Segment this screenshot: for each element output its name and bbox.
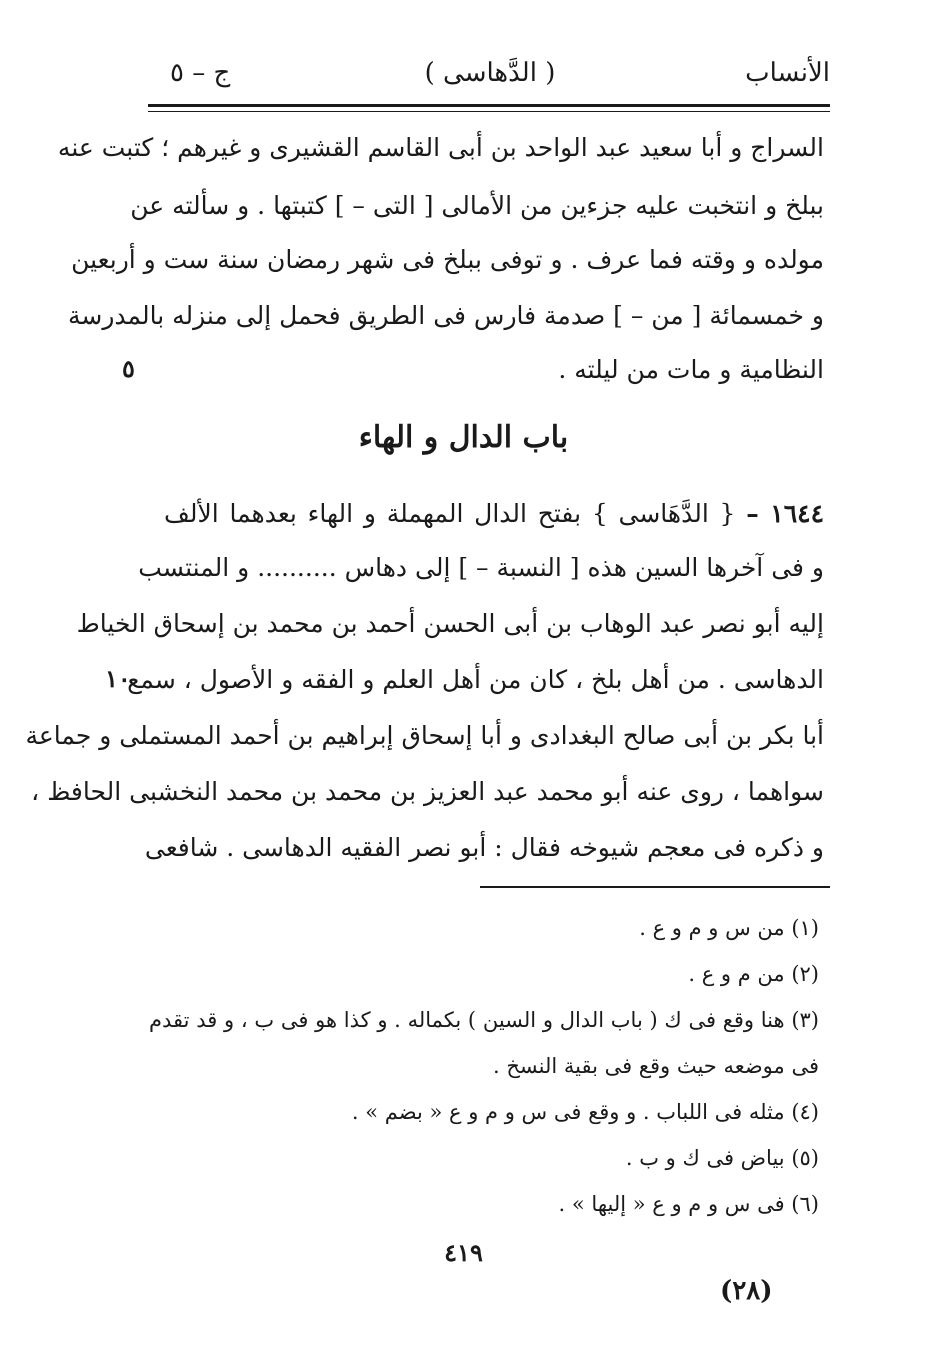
header-volume: ج – ٥ <box>170 58 231 88</box>
text-line: السراج و أبا سعيد عبد الواحد بن أبى القاسم القشيرى و غيرهم ؛ كتبت عنه <box>57 133 824 162</box>
text-line: و فى آخرها السين هذه [ النسبة – ] إلى دهاس .......... و المنتسب <box>138 553 824 582</box>
footnote: (٣) هنا وقع فى ك ( باب الدال و السين ) بكماله . و كذا هو فى ب ، و قد تقدم <box>149 1008 819 1032</box>
footnote-separator <box>480 886 830 888</box>
section-title: باب الدال و الهاء <box>358 420 569 455</box>
printer-signature: (٢٨) <box>720 1276 773 1306</box>
running-header <box>150 58 830 98</box>
entry-first-line <box>164 494 824 538</box>
entry-number: ١٦٤٤ – <box>746 499 824 528</box>
footnote: (٦) فى س و م و ع « إليها » . <box>558 1192 819 1216</box>
text-line: و ذكره فى معجم شيوخه فقال : أبو نصر الفقيه الدهاسى . شافعى <box>144 833 824 862</box>
text-line: و خمسمائة [ من – ] صدمة فارس فى الطريق فحمل إلى منزله بالمدرسة <box>67 301 824 330</box>
margin-line-number-5: ٥ <box>122 354 135 383</box>
header-rule-thick <box>148 104 830 107</box>
text-line: الدهاسى . من أهل بلخ ، كان من أهل العلم و الفقه و الأصول ، سمع <box>127 665 824 694</box>
footnote: (١) من س و م و ع . <box>639 916 819 940</box>
page-number: ٤١٩ <box>444 1238 483 1267</box>
text-line: ببلخ و انتخبت عليه جزءين من الأمالى [ التى – ] كتبتها . و سألته عن <box>130 191 824 220</box>
entry-headword-line: { الدَّهَاسى } بفتح الدال المهملة و الهاء بعدهما الألف <box>164 499 736 528</box>
header-book-title: الأنساب <box>745 58 830 88</box>
footnote: (٤) مثله فى اللباب . و وقع فى س و م و ع « بضم » . <box>351 1100 819 1124</box>
text-line: سواهما ، روى عنه أبو محمد عبد العزيز بن محمد بن محمد النخشبى الحافظ ، <box>31 777 824 806</box>
margin-line-number-10: ١٠ <box>105 664 131 693</box>
text-line: النظامية و مات من ليلته . <box>558 355 824 384</box>
header-entry-name: ( الدَّهاسى ) <box>424 58 556 88</box>
text-line: إليه أبو نصر عبد الوهاب بن أبى الحسن أحمد بن محمد بن إسحاق الخياط <box>76 609 824 638</box>
footnote-continuation: فى موضعه حيث وقع فى بقية النسخ . <box>492 1054 819 1078</box>
text-line: مولده و وقته فما عرف . و توفى ببلخ فى شهر رمضان سنة ست و أربعين <box>71 245 824 274</box>
text-line: أبا بكر بن أبى صالح البغدادى و أبا إسحاق إبراهيم بن أحمد المستملى و جماعة <box>25 721 824 750</box>
footnote: (٥) بياض فى ك و ب . <box>625 1146 819 1170</box>
footnote: (٢) من م و ع . <box>688 962 819 986</box>
header-rule-thin <box>148 111 830 112</box>
